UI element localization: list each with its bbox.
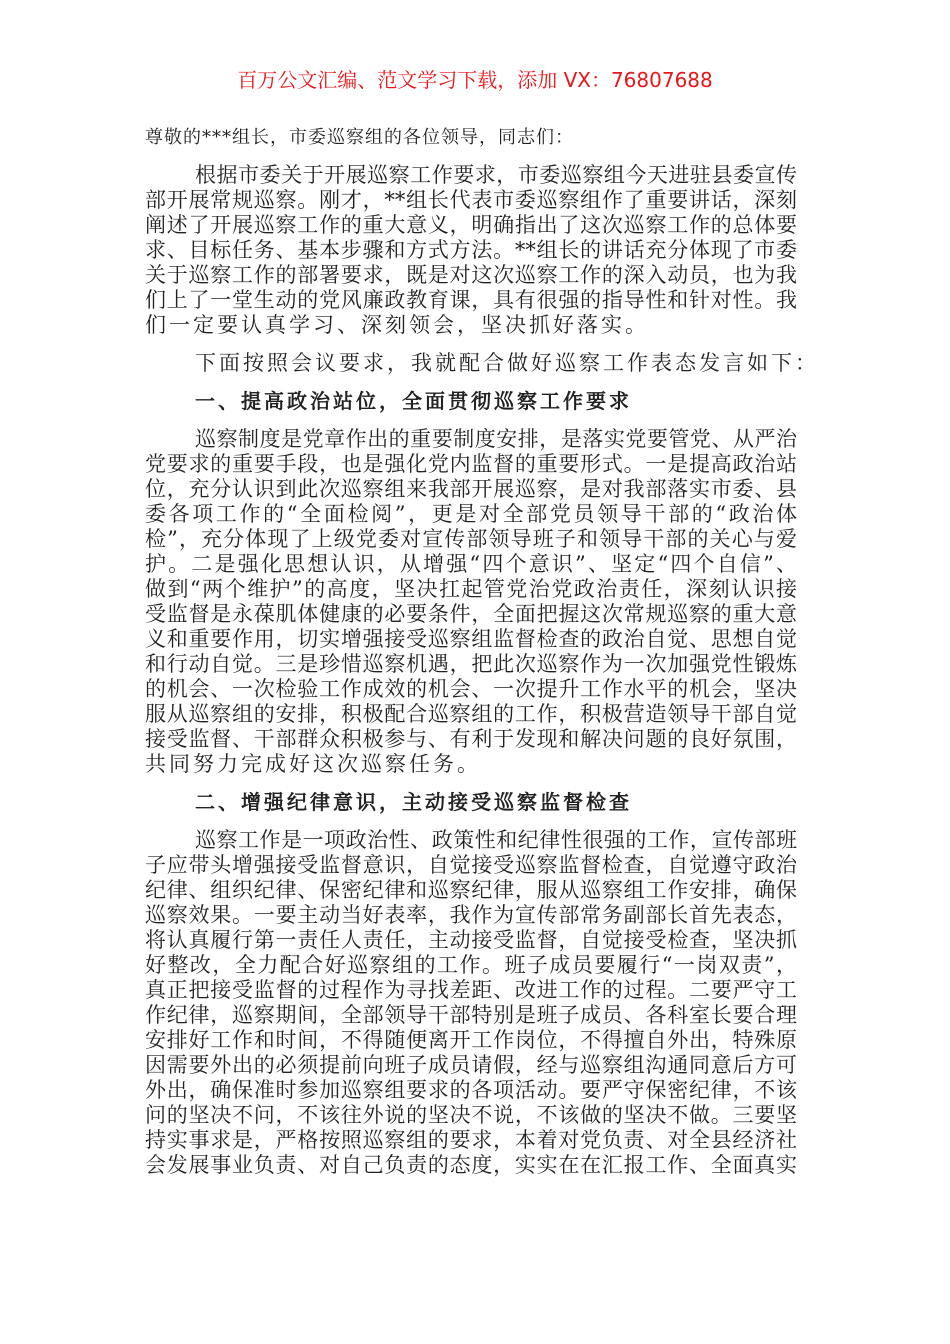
section-heading (145, 790, 797, 815)
text-line: 们上了一堂生动的党风廉政教育课，具有很强的指导性和针对性。我 (145, 288, 797, 312)
text-line: 党要求的重要手段，也是强化党内监督的重要形式。一是提高政治站 (145, 452, 797, 476)
text-line: 将认真履行第一责任人责任，主动接受监督，自觉接受检查，坚决抓 (145, 928, 797, 952)
text-line: 巡察效果。一要主动当好表率，我作为宣传部常务副部长首先表态， (145, 903, 797, 927)
text-line: 持实事求是，严格按照巡察组的要求，本着对党负责、对全县经济社 (145, 1128, 797, 1152)
text-line: 共同努力完成好这次巡察任务。 (145, 752, 481, 776)
salutation: 尊敬的***组长，市委巡察组的各位领导，同志们： (145, 127, 574, 148)
text-line: 纪律、组织纪律、保密纪律和巡察纪律，服从巡察组工作安排，确保 (145, 878, 797, 902)
text-line: 好整改，全力配合好巡察组的工作。班子成员要履行“一岗双责”， (145, 953, 797, 977)
text-line: 位，充分认识到此次巡察组来我部开展巡察，是对我部落实市委、县 (145, 477, 797, 501)
text-line: 和行动自觉。三是珍惜巡察机遇，把此次巡察作为一次加强党性锻炼 (145, 652, 797, 676)
text-line: 下面按照会议要求，我就配合做好巡察工作表态发言如下： (195, 351, 819, 375)
text-line: 真正把接受监督的过程作为寻找差距、改进工作的过程。二要严守工 (145, 978, 797, 1002)
text-line: 服从巡察组的安排，积极配合巡察组的工作，积极营造领导干部自觉 (145, 702, 797, 726)
text-line: 巡察工作是一项政治性、政策性和纪律性很强的工作，宣传部班 (195, 828, 797, 852)
text-line: 巡察制度是党章作出的重要制度安排，是落实党要管党、从严治 (195, 427, 797, 451)
paragraph (145, 163, 797, 338)
text-line: 安排好工作和时间，不得随便离开工作岗位，不得擅自外出，特殊原 (145, 1028, 797, 1052)
text-line: 问的坚决不问，不该往外说的坚决不说，不该做的坚决不做。三要坚 (145, 1103, 797, 1127)
text-line: 接受监督、干部群众积极参与、有利于发现和解决问题的良好氛围， (145, 727, 797, 751)
document-body (145, 125, 819, 1178)
text-line: 关于巡察工作的部署要求，既是对这次巡察工作的深入动员，也为我 (145, 263, 797, 287)
text-line: 作纪律，巡察期间，全部领导干部特别是班子成员、各科室长要合理 (145, 1003, 797, 1027)
paragraph (145, 351, 819, 376)
text-line: 根据市委关于开展巡察工作要求，市委巡察组今天进驻县委宣传 (195, 163, 797, 187)
text-line: 外出，确保准时参加巡察组要求的各项活动。要严守保密纪律，不该 (145, 1078, 797, 1102)
paragraph (145, 427, 797, 777)
text-line: 做到“两个维护”的高度，坚决扛起管党治党政治责任，深刻认识接 (145, 577, 797, 601)
text-line: 们一定要认真学习、深刻领会，坚决抓好落实。 (145, 313, 649, 337)
text-line: 会发展事业负责、对自己负责的态度，实实在在汇报工作、全面真实 (145, 1153, 797, 1177)
text-line: 义和重要作用，切实增强接受巡察组监督检查的政治自觉、思想自觉 (145, 627, 797, 651)
text-line: 二、增强纪律意识，主动接受巡察监督检查 (195, 790, 632, 814)
text-line: 受监督是永葆肌体健康的必要条件，全面把握这次常规巡察的重大意 (145, 602, 797, 626)
section-heading (145, 389, 797, 414)
watermark-banner: 百万公文汇编、范文学习下载，添加 VX：76807688 (237, 68, 713, 92)
text-line: 一、提高政治站位，全面贯彻巡察工作要求 (195, 389, 632, 413)
text-line: 委各项工作的“全面检阅”，更是对全部党员领导干部的“政治体 (145, 502, 797, 526)
text-line: 求、目标任务、基本步骤和方式方法。**组长的讲话充分体现了市委 (145, 238, 797, 262)
text-line: 部开展常规巡察。刚才，**组长代表市委巡察组作了重要讲话，深刻 (145, 188, 797, 212)
text-line: 子应带头增强接受监督意识，自觉接受巡察监督检查，自觉遵守政治 (145, 853, 797, 877)
text-line: 阐述了开展巡察工作的重大意义，明确指出了这次巡察工作的总体要 (145, 213, 797, 237)
paragraph (145, 828, 797, 1178)
text-line: 检”，充分体现了上级党委对宣传部领导班子和领导干部的关心与爱 (145, 527, 797, 551)
text-line: 护。二是强化思想认识，从增强“四个意识”、坚定“四个自信”、 (145, 552, 797, 576)
text-line: 的机会、一次检验工作成效的机会、一次提升工作水平的机会，坚决 (145, 677, 797, 701)
text-line: 因需要外出的必须提前向班子成员请假，经与巡察组沟通同意后方可 (145, 1053, 797, 1077)
